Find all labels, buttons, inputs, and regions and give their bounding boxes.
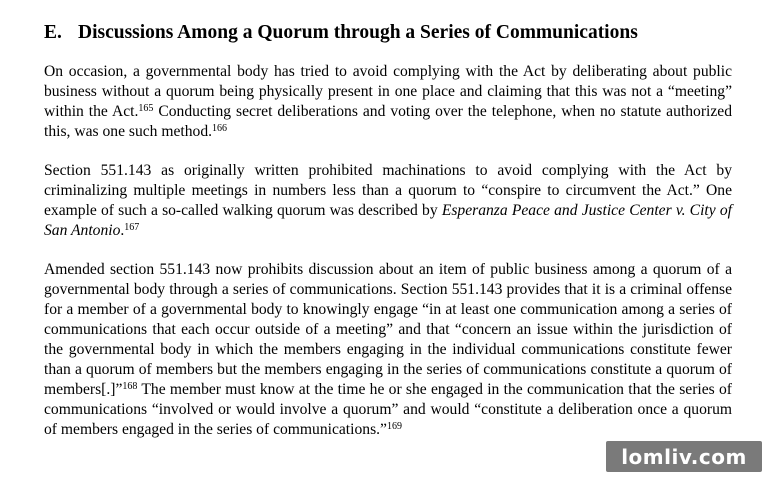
section-title: Discussions Among a Quorum through a Series of Communications: [78, 22, 638, 43]
paragraph-1-text-b: Conducting secret deliberations and voting over the telephone, when no statute authorized this, was one such method.: [44, 103, 732, 140]
paragraph-1-text-a: On occasion, a governmental body has tried to avoid complying with the Act by deliberating about public business without a quorum being physically present in one place and claiming that this was not a “meeting” within the Act.: [44, 63, 732, 120]
footnote-ref-167[interactable]: 167: [124, 222, 140, 233]
watermark-text: lomliv.com: [621, 444, 747, 469]
footnote-ref-168[interactable]: 168: [122, 381, 138, 392]
document-page: [44, 20, 732, 459]
paragraph-2: [44, 161, 732, 241]
footnote-ref-166[interactable]: 166: [212, 123, 228, 134]
paragraph-2-text-b: .: [120, 222, 125, 239]
footnote-ref-169[interactable]: 169: [386, 421, 402, 432]
paragraph-3-text-a: Amended section 551.143 now prohibits discussion about an item of public business among a quorum of a governmental body through a series of communications. Section 551.143 provides that it is a criminal offense for a member of a governmental body to knowingly engage “in at least one communication among a series of communications that each occur outside of a meeting” and that “concern an issue within the jurisdiction of the governmental body in which the members engaging in the individual communications constitute fewer than a quorum of members but the members engaging in the series of communications constitute a quorum of members[.]”: [44, 261, 732, 398]
paragraph-1: [44, 62, 732, 142]
section-heading: [44, 20, 732, 46]
watermark-badge: [606, 441, 762, 472]
paragraph-3-text-b: The member must know at the time he or she engaged in the communication that the series of communications “involved or would involve a quorum” and would “constitute a deliberation once a quorum of members engaged in the series of communications.”: [44, 381, 732, 438]
case-citation: Esperanza Peace and Justice Center v. City of San Antonio: [44, 202, 732, 239]
paragraph-3: [44, 260, 732, 440]
footnote-ref-165[interactable]: 165: [138, 103, 154, 114]
paragraph-2-text-a: Section 551.143 as originally written prohibited machinations to avoid complying with the Act by criminalizing multiple meetings in numbers less than a quorum to “conspire to circumvent the Act.” One example of such a so-called walking quorum was described by: [44, 162, 732, 219]
section-letter: E.: [44, 22, 62, 43]
